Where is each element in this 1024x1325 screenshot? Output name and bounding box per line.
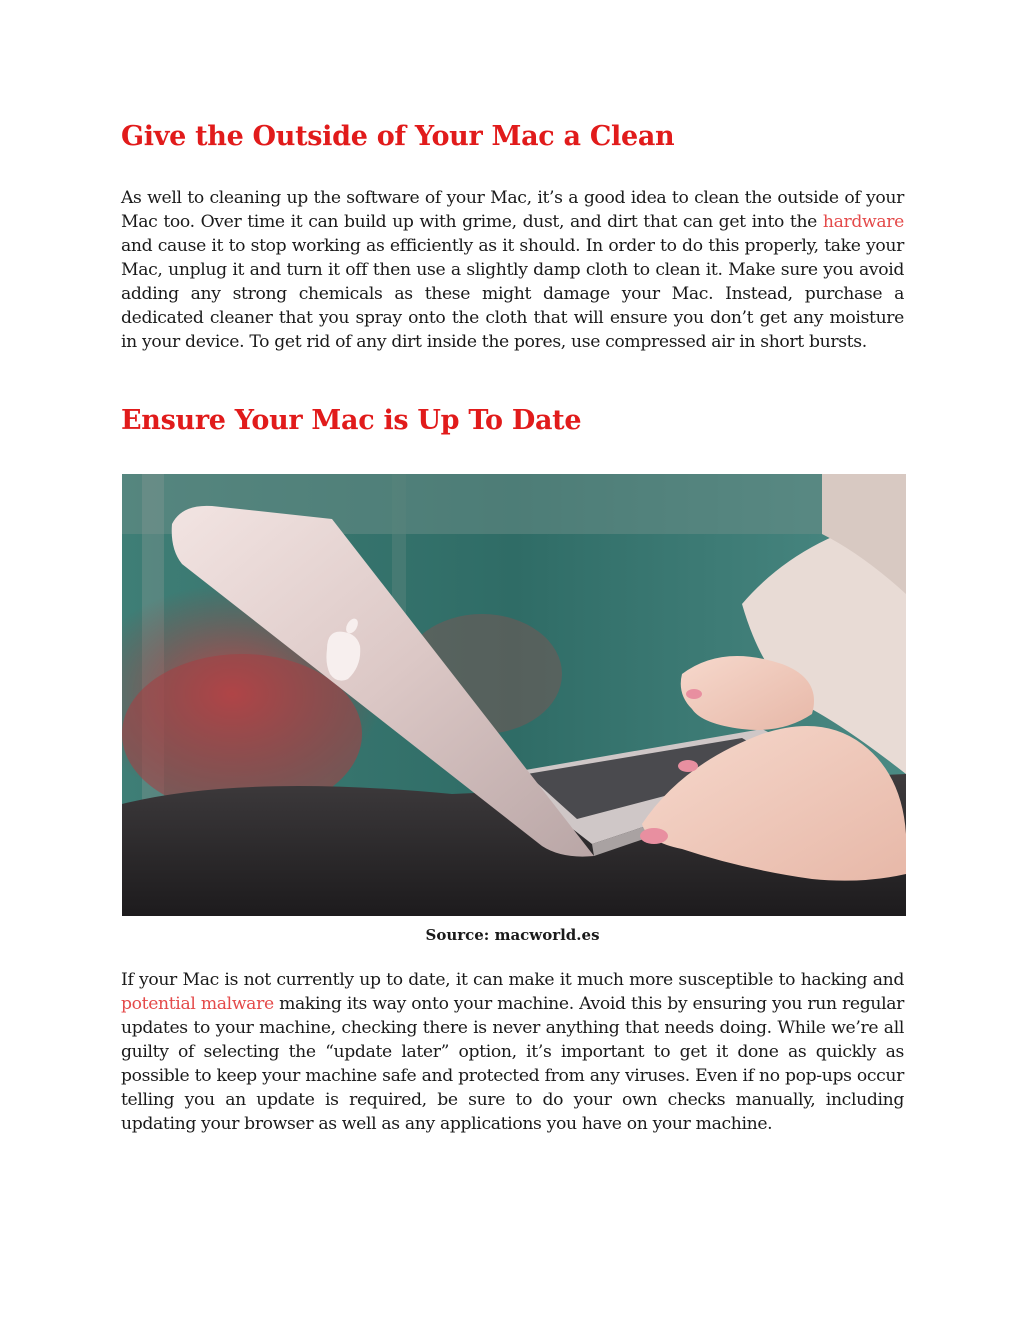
paragraph-up-to-date	[121, 968, 904, 1136]
paragraph-text: and cause it to stop working as efficiently as it should. In order to do this properly, take your Mac, unplug it and turn it off then use a slightly damp cloth to clean it. Make sure you avoid adding any strong chemicals as these might damage your Mac. Instead, purchase a dedicated cleaner that you spray onto the cloth that will ensure you don’t get any moisture in your device. To get rid of any dirt inside the pores, use compressed air in short bursts.	[121, 236, 904, 352]
laptop-photo	[122, 474, 906, 916]
heading-up-to-date: Ensure Your Mac is Up To Date	[121, 405, 582, 436]
potential-malware-link[interactable]: potential malware	[121, 994, 274, 1014]
paragraph-text: making its way onto your machine. Avoid this by ensuring you run regular updates to your machine, checking there is never anything that needs doing. While we’re all guilty of selecting the “update later” option, it’s important to get it done as quickly as possible to keep your machine safe and protected from any viruses. Even if no pop-ups occur telling you an update is required, be sure to do your own checks manually, including updating your browser as well as any applications you have on your machine.	[121, 994, 904, 1134]
heading-clean-outside: Give the Outside of Your Mac a Clean	[121, 121, 675, 152]
paragraph-clean-outside	[121, 186, 904, 354]
image-caption: Source: macworld.es	[425, 926, 600, 944]
hardware-link[interactable]: hardware	[822, 212, 904, 232]
paragraph-text: If your Mac is not currently up to date, it can make it much more susceptible to hacking and	[121, 970, 904, 990]
paragraph-text: As well to cleaning up the software of your Mac, it’s a good idea to clean the outside of your Mac too. Over time it can build up with grime, dust, and dirt that can get into the	[121, 188, 904, 232]
